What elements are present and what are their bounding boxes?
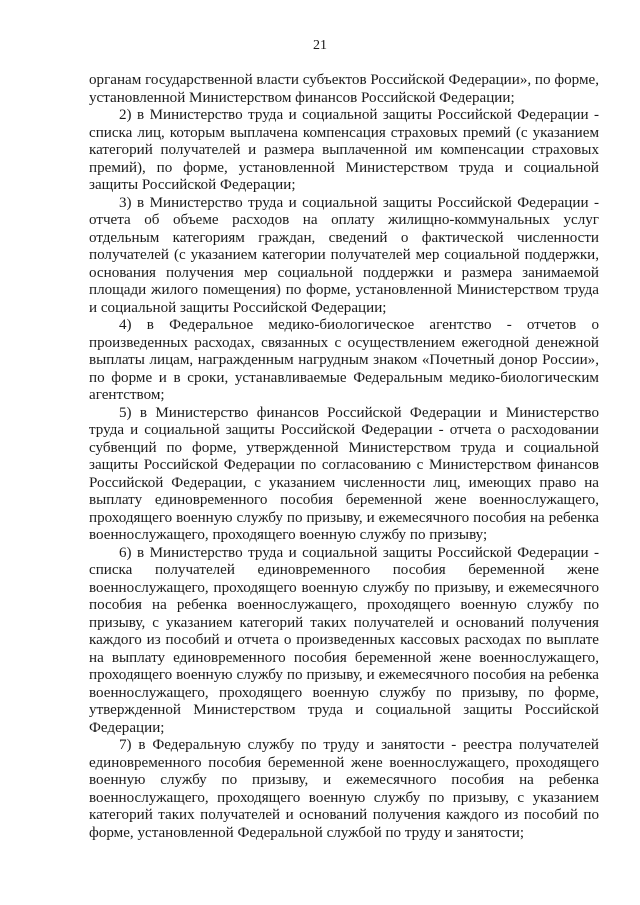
paragraph-item-6: 6) в Министерство труда и социальной защиты Российской Федерации - списка получателей единовременного пособия беременной жене военнослужащего, проходящего военную службу по призыву, и ежемесячного пособия на ребенка военнослужащего, проходящего военную службу по призыву, с указанием категорий таких получателей и оснований получения каждого из пособий и отчета о произведенных кассовых расходах по выплате на выплату единовременного пособия беременной жене военнослужащего, проходящего военную службу по призыву, и ежемесячного пособия на ребенка военнослужащего, проходящего военную службу по призыву, по форме, утвержденной Министерством труда и социальной защиты Российской Федерации; xyxy=(89,544,599,736)
paragraph-item-3: 3) в Министерство труда и социальной защиты Российской Федерации - отчета об объеме расходов на оплату жилищно-коммунальных услуг отдельным категориям граждан, сведений о фактической численности получателей (с указанием категории получателей мер социальной поддержки, основания получения мер социальной поддержки и размера занимаемой площади жилого помещения) по форме, установленной Министерством труда и социальной защиты Российской Федерации; xyxy=(89,194,599,316)
paragraph-item-2: 2) в Министерство труда и социальной защиты Российской Федерации - списка лиц, которым выплачена компенсация страховых премий (с указанием категорий получателей и размера выплаченной им компенсации страховых премий), по форме, установленной Министерством труда и социальной защиты Российской Федерации; xyxy=(89,107,599,193)
page-number: 21 xyxy=(313,38,327,53)
paragraph-continuation: органам государственной власти субъектов Российской Федерации», по форме, установленной Министерством финансов Российской Федерации; xyxy=(89,72,599,106)
paragraph-item-4: 4) в Федеральное медико-биологическое агентство - отчетов о произведенных расходах, связанных с осуществлением ежегодной денежной выплаты лицам, награжденным нагрудным знаком «Почетный донор России», по форме и в сроки, устанавливаемые Федеральным медико-биологическим агентством; xyxy=(89,317,599,403)
paragraph-item-5: 5) в Министерство финансов Российской Федерации и Министерство труда и социальной защиты Российской Федерации - отчета о расходовании субвенций по форме, утвержденной Министерством труда и социальной защиты Российской Федерации по согласованию с Министерством финансов Российской Федерации, с указанием численности лиц, имеющих право на выплату единовременного пособия беременной жене военнослужащего, проходящего военную службу по призыву, и ежемесячного пособия на ребенка военнослужащего, проходящего военную службу по призыву; xyxy=(89,404,599,543)
document-body xyxy=(89,72,599,842)
paragraph-item-7: 7) в Федеральную службу по труду и занятости - реестра получателей единовременного пособия беременной жене военнослужащего, проходящего военную службу по призыву, и ежемесячного пособия на ребенка военнослужащего, проходящего военную службу по призыву, с указанием категорий таких получателей и оснований получения каждого из пособий по форме, установленной Федеральной службой по труду и занятости; xyxy=(89,737,599,841)
